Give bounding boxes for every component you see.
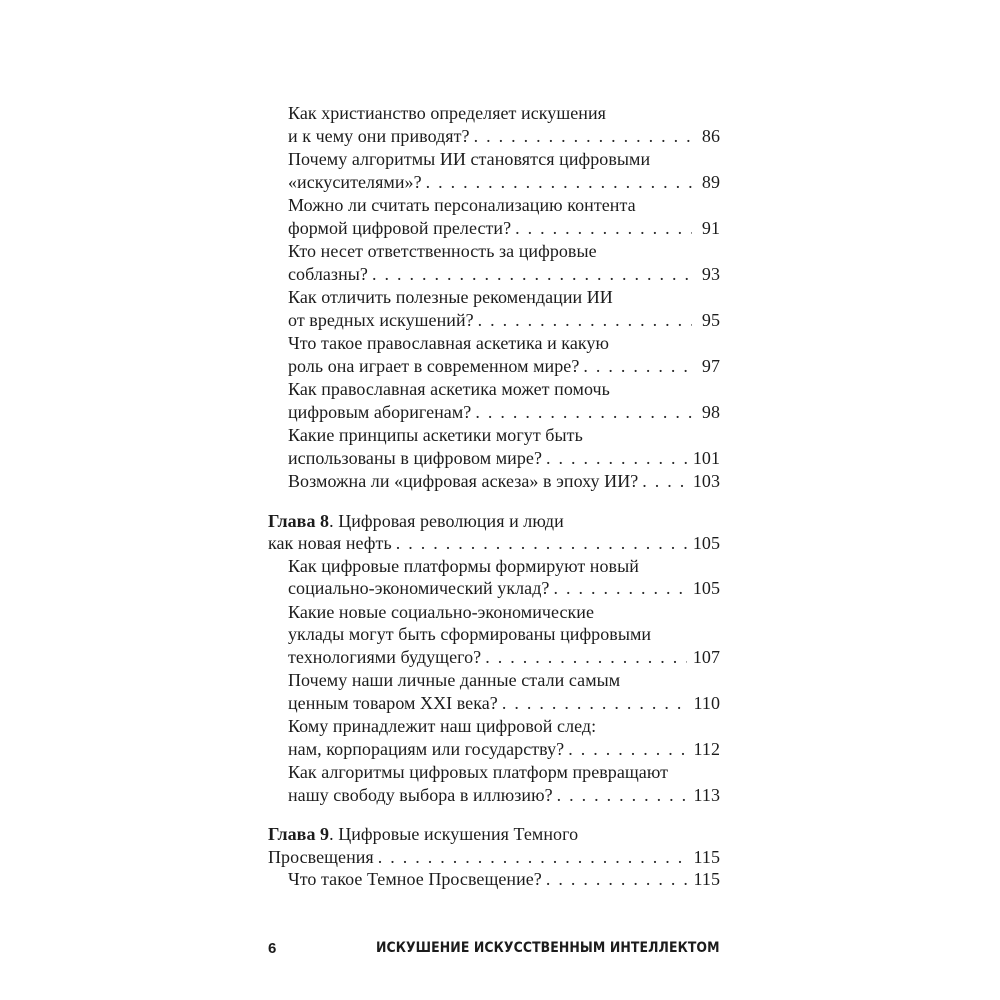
toc-entry-line <box>288 555 720 578</box>
toc-entry-text <box>288 103 606 123</box>
toc-page-number: 95 <box>701 309 720 330</box>
toc-entry-title: Почему наши личные данные стали самым <box>288 670 621 690</box>
toc-entry-text <box>268 846 374 869</box>
toc-entry-title: нам, корпорациям или государству? <box>288 738 565 759</box>
toc-entry-line <box>288 761 720 784</box>
toc-entry-text <box>268 511 564 531</box>
toc-entry-text <box>288 195 636 215</box>
toc-entry <box>288 868 720 891</box>
toc-entry-line <box>288 217 720 240</box>
toc-entry-title: Как цифровые платформы формируют новый <box>288 555 639 576</box>
toc-entry <box>288 194 720 239</box>
toc-entry-line <box>288 332 720 355</box>
toc-page-number: 86 <box>701 125 720 146</box>
chapter-label: Глава 9 <box>268 824 330 844</box>
dot-leader <box>642 470 687 493</box>
toc-entry <box>288 715 720 760</box>
toc-entry <box>288 378 720 423</box>
toc-entry-title: технологиями будущего? <box>288 646 482 667</box>
toc-entry-line <box>268 510 720 533</box>
toc-entry-text <box>288 738 564 761</box>
dot-leader <box>478 309 692 332</box>
toc-entry-text <box>288 217 511 240</box>
toc-entry-title: Как отличить полезные рекомендации ИИ <box>288 287 613 307</box>
toc-entry-text <box>288 125 470 148</box>
dot-leader <box>485 646 687 669</box>
toc-entry-line <box>288 692 720 715</box>
dot-leader <box>546 447 687 470</box>
toc-entry-line <box>288 194 720 217</box>
toc-entry-title: роль она играет в современном мире? <box>288 355 580 376</box>
toc-entry-text <box>288 784 553 807</box>
toc-entry-line <box>288 309 720 332</box>
toc-entry-text <box>288 425 583 445</box>
toc-entry-title: Можно ли считать персонализацию контента <box>288 195 636 215</box>
toc-entry-line <box>268 823 720 846</box>
toc-page-number: 115 <box>693 869 720 889</box>
toc-page-number: 110 <box>693 692 720 713</box>
toc-entry-title: нашу свободу выбора в иллюзию? <box>288 784 553 805</box>
toc-entry-title: . Цифровые искушения Темного <box>329 824 579 844</box>
toc-page-number: 105 <box>692 578 720 598</box>
toc-entry-line <box>288 738 720 761</box>
toc-entry-title: Как христианство определяет искушения <box>288 103 606 123</box>
toc-entry-text <box>288 556 639 576</box>
dot-leader <box>502 692 688 715</box>
toc-entry-line <box>288 171 720 194</box>
toc-entry-text <box>288 263 368 286</box>
toc-entry-line <box>288 378 720 401</box>
toc-entry-title: уклады могут быть сформированы цифровыми <box>288 624 652 644</box>
toc-entry-text <box>288 692 498 715</box>
toc-entry-line <box>288 447 720 470</box>
toc-entry-line <box>288 715 720 738</box>
toc-entry <box>288 601 720 669</box>
toc-entry-text <box>288 309 474 332</box>
toc-entry <box>288 470 720 493</box>
dot-leader <box>426 171 692 194</box>
toc-entry-line <box>288 868 720 891</box>
toc-entry-text <box>288 646 481 669</box>
toc-entry-text <box>288 868 542 891</box>
toc-entry-line <box>288 470 720 493</box>
toc-entry-text <box>288 447 542 470</box>
dot-leader <box>557 784 688 807</box>
toc-page-number: 93 <box>701 263 720 284</box>
toc-entry-title: Какие новые социально-экономические <box>288 601 595 622</box>
toc-entry-title: Что такое православная аскетика и какую <box>288 333 609 353</box>
toc-entry-text <box>268 824 578 844</box>
table-of-contents <box>268 102 720 892</box>
toc-entry-title: Возможна ли «цифровая аскеза» в эпоху ИИ? <box>288 471 639 491</box>
toc-entry-line <box>288 577 720 600</box>
toc-entry-text <box>288 287 613 307</box>
toc-page-number: 112 <box>693 738 720 759</box>
toc-entry-text <box>288 333 609 353</box>
toc-entry-line <box>288 646 720 669</box>
toc-entry-text <box>288 149 650 169</box>
dot-leader <box>378 846 688 869</box>
toc-entry <box>288 761 720 806</box>
toc-entry <box>288 332 720 377</box>
toc-entry-text <box>288 401 471 424</box>
toc-page-number: 89 <box>701 171 720 192</box>
toc-entry-text <box>288 470 638 493</box>
toc-entry-line <box>288 102 720 125</box>
toc-entry-title: ценным товаром XXI века? <box>288 692 498 713</box>
toc-chapter-entry <box>268 823 720 868</box>
toc-entry-text <box>268 532 392 555</box>
toc-entry-text <box>288 624 651 644</box>
dot-leader <box>553 577 686 600</box>
dot-leader <box>583 355 692 378</box>
toc-page-number: 113 <box>693 784 720 805</box>
toc-entry-text <box>288 355 579 378</box>
toc-entry-title: соблазны? <box>288 263 368 284</box>
toc-entry-text <box>288 762 668 782</box>
toc-page-number: 107 <box>692 646 720 667</box>
toc-entry <box>288 669 720 714</box>
toc-entry-title: и к чему они приводят? <box>288 125 470 146</box>
toc-entry-line <box>288 424 720 447</box>
toc-entry-title: цифровым аборигенам? <box>288 401 472 422</box>
toc-entry-line <box>288 669 720 692</box>
toc-entry-line <box>288 601 720 624</box>
toc-page-number: 105 <box>692 533 720 553</box>
toc-entry-title: «искусителями»? <box>288 171 422 192</box>
toc-page-number: 97 <box>701 355 720 376</box>
toc-entry <box>288 240 720 285</box>
chapter-label: Глава 8 <box>268 510 330 531</box>
toc-entry-line <box>288 784 720 807</box>
toc-entry-text <box>288 379 610 399</box>
toc-entry-title: как новая нефть <box>268 533 392 553</box>
running-title: ИСКУШЕНИЕ ИСКУССТВЕННЫМ ИНТЕЛЛЕКТОМ <box>376 940 720 956</box>
toc-entry-line <box>288 401 720 424</box>
toc-entry-line <box>288 286 720 309</box>
page-number: 6 <box>268 940 277 957</box>
toc-entry <box>288 286 720 331</box>
toc-entry-title: Просвещения <box>268 846 374 867</box>
toc-page-number: 115 <box>693 846 720 867</box>
toc-entry-line <box>288 355 720 378</box>
toc-entry-line <box>288 125 720 148</box>
dot-leader <box>515 217 692 240</box>
dot-leader <box>568 738 687 761</box>
toc-entry-text <box>288 670 620 690</box>
toc-entry-title: Какие принципы аскетики могут быть <box>288 425 583 445</box>
toc-entry <box>288 424 720 469</box>
dot-leader <box>372 263 692 286</box>
dot-leader <box>546 868 688 891</box>
toc-entry-line <box>268 532 720 555</box>
toc-entry-title: Почему алгоритмы ИИ становятся цифровыми <box>288 149 651 169</box>
toc-page-number: 91 <box>701 217 720 238</box>
toc-entry-title: от вредных искушений? <box>288 309 474 330</box>
toc-entry-text <box>288 577 549 600</box>
toc-entry-title: использованы в цифровом мире? <box>288 447 542 468</box>
toc-entry-line <box>288 148 720 171</box>
dot-leader <box>475 401 692 424</box>
toc-entry-text <box>288 171 422 194</box>
toc-entry <box>288 555 720 600</box>
toc-entry-text <box>288 602 594 622</box>
dot-leader <box>474 125 692 148</box>
toc-entry-line <box>288 240 720 263</box>
toc-chapter-entry <box>268 510 720 555</box>
toc-entry-line <box>288 623 720 646</box>
toc-entry-title: формой цифровой прелести? <box>288 217 512 238</box>
toc-page-number: 98 <box>701 401 720 422</box>
toc-entry-line <box>288 263 720 286</box>
toc-page-number: 103 <box>692 471 720 491</box>
toc-entry-title: Как православная аскетика может помочь <box>288 379 610 399</box>
dot-leader <box>396 532 687 555</box>
toc-entry-text <box>288 241 597 261</box>
toc-entry-line <box>268 846 720 869</box>
toc-entry-text <box>288 716 596 736</box>
toc-entry-title: Кто несет ответственность за цифровые <box>288 241 597 261</box>
toc-entry-title: Что такое Темное Просвещение? <box>288 869 542 889</box>
toc-entry-title: . Цифровая революция и люди <box>329 510 564 531</box>
toc-page-number: 101 <box>692 447 720 468</box>
toc-entry-title: Как алгоритмы цифровых платформ превращают <box>288 762 668 782</box>
toc-entry-title: Кому принадлежит наш цифровой след: <box>288 716 597 736</box>
toc-entry-title: социально-экономический уклад? <box>288 578 550 598</box>
toc-entry <box>288 102 720 147</box>
toc-entry <box>288 148 720 193</box>
